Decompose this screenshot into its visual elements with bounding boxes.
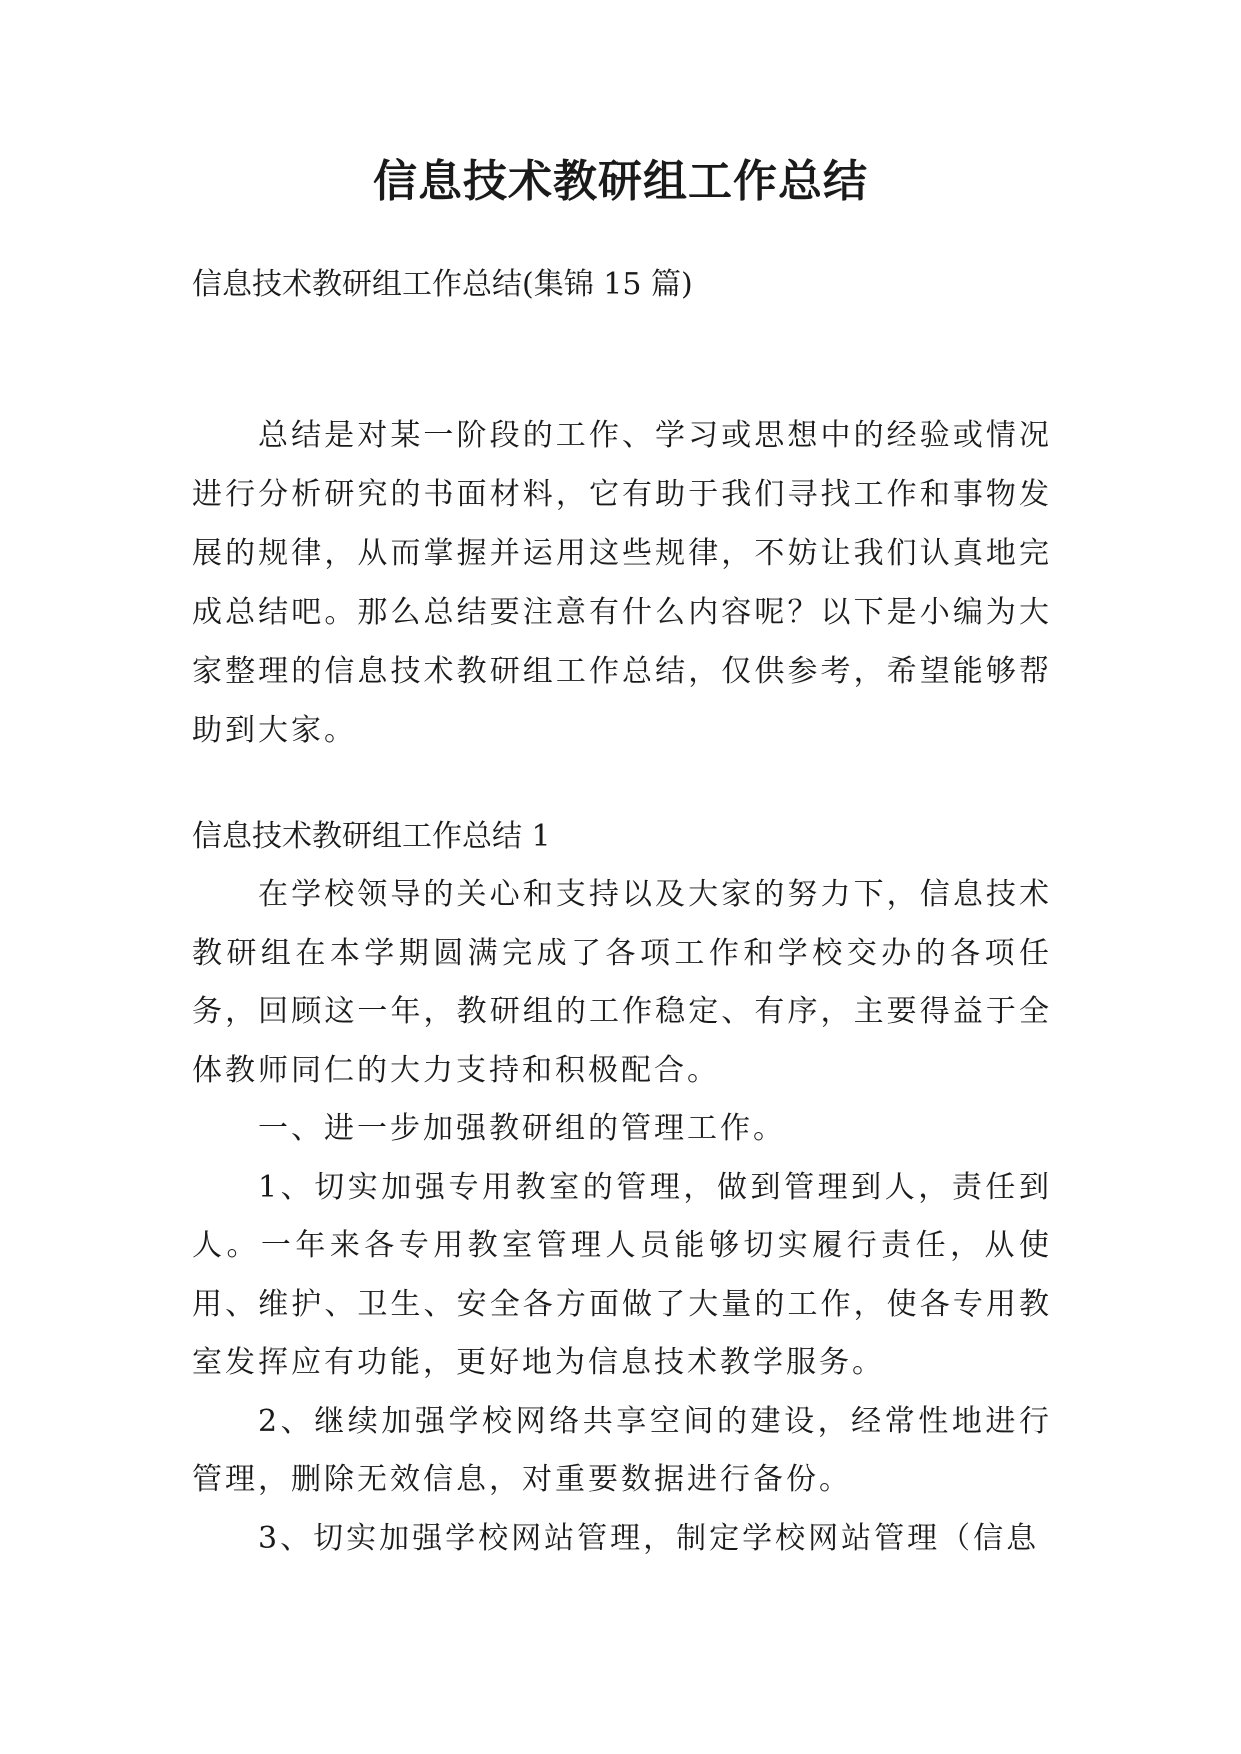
section-body [192, 866, 1052, 1568]
document-title: 信息技术教研组工作总结 [373, 156, 868, 207]
document-subtitle: 信息技术教研组工作总结(集锦 15 篇) [192, 267, 693, 302]
body-paragraph: 2、继续加强学校网络共享空间的建设，经常性地进行管理，删除无效信息，对重要数据进行备份。 [192, 1403, 1052, 1497]
section-heading: 信息技术教研组工作总结 1 [192, 819, 551, 854]
body-paragraph: 一、进一步加强教研组的管理工作。 [258, 1111, 786, 1146]
intro-paragraph: 总结是对某一阶段的工作、学习或思想中的经验或情况进行分析研究的书面材料，它有助于我们寻找工作和事物发展的规律，从而掌握并运用这些规律，不妨让我们认真地完成总结吧。那么总结要注意有什么内容呢？以下是小编为大家整理的信息技术教研组工作总结，仅供参考，希望能够帮助到大家。 [192, 418, 1052, 748]
body-paragraph: 3、切实加强学校网站管理，制定学校网站管理（信息 [258, 1520, 1040, 1556]
body-paragraph: 1、切实加强专用教室的管理，做到管理到人，责任到人。一年来各专用教室管理人员能够切实履行责任，从使用、维护、卫生、安全各方面做了大量的工作，使各专用教室发挥应有功能，更好地为信息技术教学服务。 [192, 1169, 1052, 1380]
body-paragraph: 在学校领导的关心和支持以及大家的努力下，信息技术教研组在本学期圆满完成了各项工作和学校交办的各项任务，回顾这一年，教研组的工作稳定、有序，主要得益于全体教师同仁的大力支持和积极配合。 [192, 877, 1052, 1088]
